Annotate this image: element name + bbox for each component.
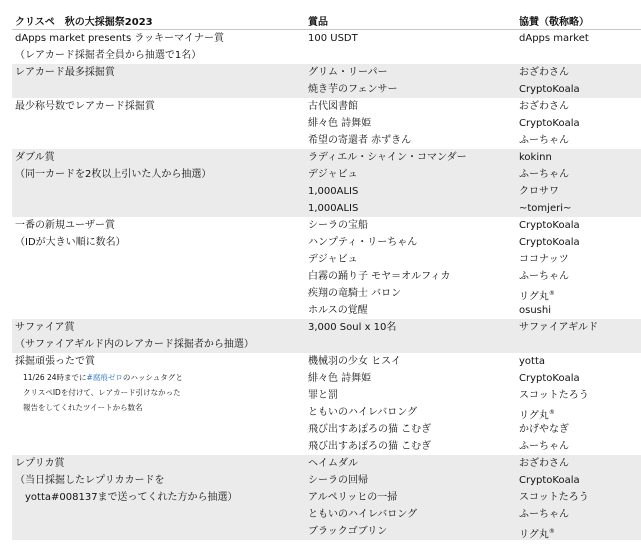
sponsor-name (519, 64, 641, 81)
sponsor-name (519, 115, 641, 132)
prize-name: 疾翔の竜騎士 バロン (308, 288, 402, 299)
sponsor-cell (519, 455, 641, 540)
award-condition: （サファイアギルド内のレアカード採掘者から抽選） (15, 339, 254, 350)
sponsor-name (519, 523, 641, 540)
sponsor-text: ふーちゃん (519, 509, 569, 520)
award-title-cell (12, 64, 308, 98)
prize-name: ホルスの覚醒 (308, 305, 368, 316)
sponsor-name (519, 217, 641, 234)
sponsor-text: CryptoKoala (519, 118, 580, 129)
prize-name: ハンプティ・リーちゃん (308, 237, 418, 248)
sponsor-name (519, 472, 641, 489)
prize-name: ヘイムダル (308, 458, 358, 469)
sponsor-cell (519, 353, 641, 455)
award-title-cell (12, 98, 308, 149)
sponsor-text: サファイアギルド (519, 322, 598, 333)
sponsor-cell (519, 64, 641, 98)
sponsor-text: CryptoKoala (519, 237, 580, 248)
sponsor-name (519, 98, 641, 115)
award-note-line (15, 370, 308, 385)
award-condition: （当日採掘したレプリカカードを (15, 475, 165, 486)
prize-name: 罪と罰 (308, 390, 338, 401)
sponsor-text: yotta (519, 356, 546, 367)
award-condition: （IDが大きい順に数名） (15, 237, 126, 248)
sponsor-name (519, 268, 641, 285)
prize-name: 3,000 Soul x 10名 (308, 322, 397, 333)
award-title: dApps market presents ラッキーマイナー賞 (15, 33, 224, 44)
sponsor-name (519, 166, 641, 183)
sponsor-text: ふーちゃん (519, 271, 569, 282)
prize-name: シーラの宝船 (308, 220, 368, 231)
note-text: 11/26 24時までに (23, 373, 87, 382)
prize-table (12, 12, 641, 540)
sponsor-name (519, 81, 641, 98)
sponsor-name (519, 506, 641, 523)
sponsor-name (519, 353, 641, 370)
sponsor-text: ふーちゃん (519, 135, 569, 146)
award-group (12, 353, 641, 455)
sponsor-name (519, 319, 641, 336)
prize-cell (308, 98, 519, 149)
header-sponsor: 協賛（敬称略） (519, 17, 589, 28)
award-groups (12, 30, 641, 540)
sponsor-text: リグ丸 (519, 529, 549, 540)
sponsor-name (519, 234, 641, 251)
prize-cell (308, 149, 519, 217)
sponsor-name (519, 404, 641, 421)
prize-cell (308, 64, 519, 98)
prize-name: 100 USDT (308, 33, 358, 44)
sponsor-text: おざわさん (519, 458, 569, 469)
sponsor-text: dApps market (519, 33, 589, 44)
sponsor-name (519, 438, 641, 455)
award-title-cell (12, 455, 308, 540)
prize-name: 焼き芋のフェンサー (308, 84, 398, 95)
registered-mark: ® (548, 528, 555, 535)
sponsor-cell (519, 98, 641, 149)
award-title-cell (12, 149, 308, 217)
sponsor-name (519, 200, 641, 217)
award-condition: （同一カードを2枚以上引いた人から抽選） (15, 169, 212, 180)
table-header (12, 12, 641, 30)
sponsor-text: おざわさん (519, 67, 569, 78)
sponsor-text: スコットたろう (519, 390, 589, 401)
sponsor-name (519, 132, 641, 149)
sponsor-name (519, 387, 641, 404)
sponsor-name (519, 302, 641, 319)
sponsor-name (519, 30, 641, 47)
award-title: 最少称号数でレアカード採掘賞 (15, 101, 155, 112)
prize-name: ともいのハイレバロング (308, 509, 418, 520)
sponsor-name (519, 421, 641, 438)
award-title: レプリカ賞 (15, 458, 65, 469)
sponsor-name (519, 455, 641, 472)
note-text: のハッシュタグと (122, 373, 183, 382)
registered-mark: ® (548, 409, 555, 416)
award-group (12, 98, 641, 149)
sponsor-text: スコットたろう (519, 492, 589, 503)
prize-name: アルペリッヒの一掃 (308, 492, 398, 503)
award-group (12, 149, 641, 217)
sponsor-name (519, 489, 641, 506)
prize-cell (308, 30, 519, 64)
header-prize: 賞品 (308, 17, 328, 28)
award-title: レアカード最多採掘賞 (15, 67, 115, 78)
sponsor-text: osushi (519, 305, 551, 316)
sponsor-text: おざわさん (519, 101, 569, 112)
award-condition: （レアカード採掘者全員から抽選で1名） (15, 50, 202, 61)
prize-cell (308, 455, 519, 540)
award-note-line: クリスペIDを付けて、レアカード引けなかった (23, 388, 181, 397)
prize-cell (308, 319, 519, 353)
prize-name: 飛び出すあぽろの猫 こむぎ (308, 424, 432, 435)
sponsor-name (519, 149, 641, 166)
prize-name: ブラックゴブリン (308, 526, 388, 537)
sponsor-text: クロサワ (519, 186, 559, 197)
prize-name: 緋々色 詩舞姫 (308, 118, 372, 129)
sponsor-name (519, 285, 641, 302)
header-title: クリスペ 秋の大採掘祭2023 (15, 17, 153, 28)
prize-name: 1,000ALIS (308, 203, 359, 214)
award-group (12, 217, 641, 319)
award-title-cell (12, 319, 308, 353)
sponsor-text: CryptoKoala (519, 373, 580, 384)
prize-name: 飛び出すあぽろの猫 こむぎ (308, 441, 432, 452)
prize-cell (308, 217, 519, 319)
sponsor-name (519, 370, 641, 387)
prize-name: シーラの回帰 (308, 475, 368, 486)
sponsor-cell (519, 319, 641, 353)
prize-name: ラディエル・シャイン・コマンダー (308, 152, 467, 163)
prize-name: 古代図書館 (308, 101, 358, 112)
prize-name: 1,000ALIS (308, 186, 359, 197)
award-title: サファイア賞 (15, 322, 75, 333)
prize-name: 希望の寄還者 赤ずきん (308, 135, 412, 146)
sponsor-name (519, 183, 641, 200)
award-title-cell (12, 30, 308, 64)
award-title-cell (12, 353, 308, 455)
sponsor-text: ~tomjeri~ (519, 203, 572, 214)
hashtag-link[interactable]: #腐痕ゼロ (86, 373, 123, 382)
award-title: 一番の新規ユーザー賞 (15, 220, 115, 231)
award-title: 採掘頑張ったで賞 (15, 356, 95, 367)
award-condition: yotta#008137まで送ってくれた方から抽選） (15, 492, 238, 503)
sponsor-cell (519, 30, 641, 64)
award-title: ダブル賞 (15, 152, 55, 163)
prize-name: ともいのハイレバロング (308, 407, 418, 418)
prize-name: デジャビュ (308, 254, 358, 265)
award-group (12, 319, 641, 353)
registered-mark: ® (548, 290, 555, 297)
prize-name: グリム・リーパー (308, 67, 388, 78)
prize-name: 白霧の踊り子 モヤ＝オルフィカ (308, 271, 451, 282)
sponsor-text: ココナッツ (519, 254, 569, 265)
sponsor-cell (519, 149, 641, 217)
award-group (12, 455, 641, 540)
sponsor-text: かげやなぎ (519, 424, 569, 435)
prize-name: デジャビュ (308, 169, 358, 180)
sponsor-text: ふーちゃん (519, 169, 569, 180)
sponsor-name (519, 251, 641, 268)
award-note-line: 報告をしてくれたツイートから数名 (23, 403, 143, 412)
sponsor-text: リグ丸 (519, 291, 549, 302)
award-title-cell (12, 217, 308, 319)
sponsor-text: CryptoKoala (519, 475, 580, 486)
sponsor-text: CryptoKoala (519, 220, 580, 231)
sponsor-text: CryptoKoala (519, 84, 580, 95)
sponsor-cell (519, 217, 641, 319)
award-group (12, 64, 641, 98)
prize-cell (308, 353, 519, 455)
award-group (12, 30, 641, 64)
sponsor-text: ふーちゃん (519, 441, 569, 452)
sponsor-text: リグ丸 (519, 410, 549, 421)
prize-name: 緋々色 詩舞姫 (308, 373, 372, 384)
sponsor-text: kokinn (519, 152, 552, 163)
prize-name: 機械羽の少女 ヒスイ (308, 356, 401, 367)
